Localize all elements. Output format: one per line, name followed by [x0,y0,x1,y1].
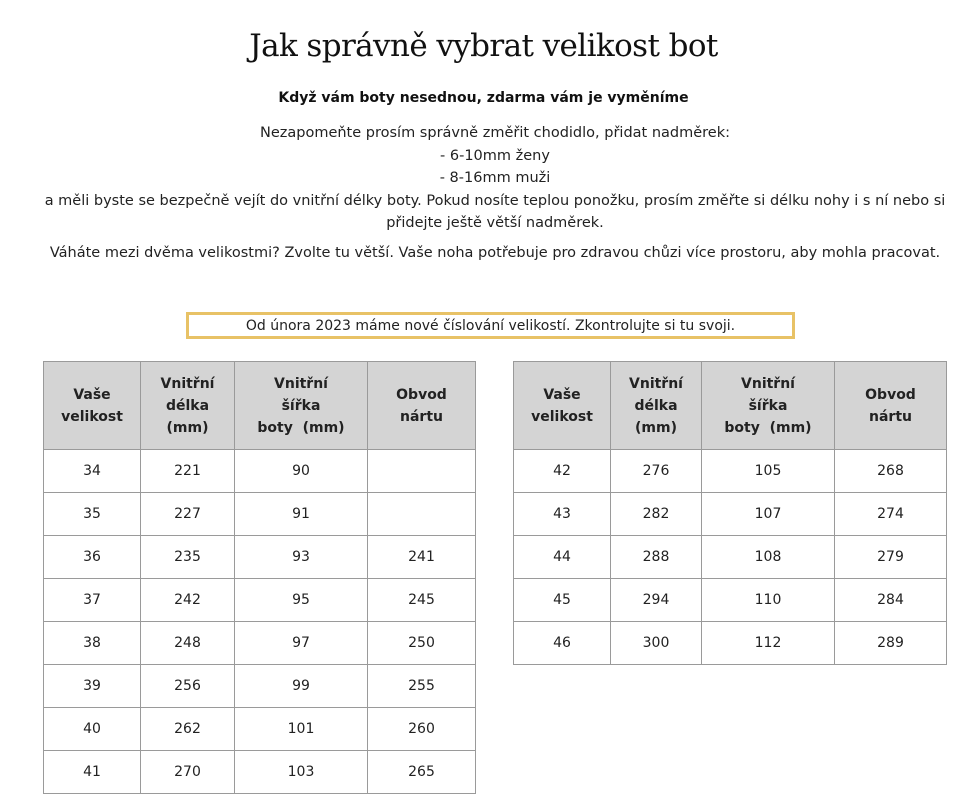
size-cell: 36 [44,536,141,579]
instep-cell: 250 [368,622,476,665]
length-cell: 300 [611,622,702,665]
table-row [44,493,476,536]
width-cell: 105 [702,450,835,493]
width-cell: 112 [702,622,835,665]
table-row [44,450,476,493]
length-cell: 248 [141,622,235,665]
page-title: Jak správně vybrat velikost bot [249,28,718,64]
table-row [44,751,476,794]
instruction-line-women: - 6-10mm ženy [440,147,550,164]
size-cell: 41 [44,751,141,794]
header-inner-width: Vnitřní šířka boty (mm) [702,362,835,450]
instep-cell [368,493,476,536]
header-size: Vaše velikost [514,362,611,450]
length-cell: 288 [611,536,702,579]
size-cell: 35 [44,493,141,536]
instep-cell [368,450,476,493]
page-subtitle: Když vám boty nesednou, zdarma vám je vyměníme [278,90,689,106]
length-cell: 270 [141,751,235,794]
instep-cell: 260 [368,708,476,751]
size-advice: Váháte mezi dvěma velikostmi? Zvolte tu větší. Vaše noha potřebuje pro zdravou chůzi více prostoru, aby mohla pracovat. [49,245,941,261]
length-cell: 294 [611,579,702,622]
instep-cell: 255 [368,665,476,708]
width-cell: 90 [235,450,368,493]
length-cell: 235 [141,536,235,579]
table-row [514,493,947,536]
length-cell: 276 [611,450,702,493]
width-cell: 93 [235,536,368,579]
size-table-left [43,361,476,794]
table-row [514,579,947,622]
length-cell: 227 [141,493,235,536]
width-cell: 107 [702,493,835,536]
instruction-line: Nezapomeňte prosím správně změřit chodidlo, přidat nadměrek: [259,125,730,141]
instep-cell: 245 [368,579,476,622]
size-cell: 38 [44,622,141,665]
table-row [44,579,476,622]
measuring-instructions [40,122,950,235]
width-cell: 101 [235,708,368,751]
size-cell: 40 [44,708,141,751]
header-instep: Obvod nártu [368,362,476,450]
table-header-row [44,362,476,450]
width-cell: 110 [702,579,835,622]
size-cell: 46 [514,622,611,665]
width-cell: 108 [702,536,835,579]
width-cell: 95 [235,579,368,622]
size-cell: 45 [514,579,611,622]
width-cell: 91 [235,493,368,536]
length-cell: 242 [141,579,235,622]
instep-cell: 289 [835,622,947,665]
width-cell: 97 [235,622,368,665]
table-row [514,622,947,665]
header-inner-width: Vnitřní šířka boty (mm) [235,362,368,450]
width-cell: 99 [235,665,368,708]
table-row [44,536,476,579]
table-row [514,536,947,579]
instep-cell: 268 [835,450,947,493]
size-table-right [513,361,947,665]
length-cell: 221 [141,450,235,493]
length-cell: 262 [141,708,235,751]
header-inner-length: Vnitřní délka (mm) [611,362,702,450]
length-cell: 282 [611,493,702,536]
header-size: Vaše velikost [44,362,141,450]
size-cell: 39 [44,665,141,708]
table-row [44,665,476,708]
instruction-line: a měli byste se bezpečně vejít do vnitřní délky boty. Pokud nosíte teplou ponožku, prosím změřte si délku nohy i s ní nebo si přidejte ještě větší nadměrek. [44,192,946,231]
width-cell: 103 [235,751,368,794]
length-cell: 256 [141,665,235,708]
size-cell: 44 [514,536,611,579]
instep-cell: 284 [835,579,947,622]
header-instep: Obvod nártu [835,362,947,450]
table-row [44,622,476,665]
table-header-row [514,362,947,450]
instep-cell: 279 [835,536,947,579]
table-row [44,708,476,751]
instep-cell: 241 [368,536,476,579]
size-cell: 34 [44,450,141,493]
instep-cell: 265 [368,751,476,794]
numbering-notice: Od února 2023 máme nové číslování velikostí. Zkontrolujte si tu svoji. [186,312,795,339]
size-cell: 43 [514,493,611,536]
instep-cell: 274 [835,493,947,536]
size-cell: 37 [44,579,141,622]
table-row [514,450,947,493]
size-cell: 42 [514,450,611,493]
header-inner-length: Vnitřní délka (mm) [141,362,235,450]
instruction-line-men: - 8-16mm muži [439,170,551,186]
